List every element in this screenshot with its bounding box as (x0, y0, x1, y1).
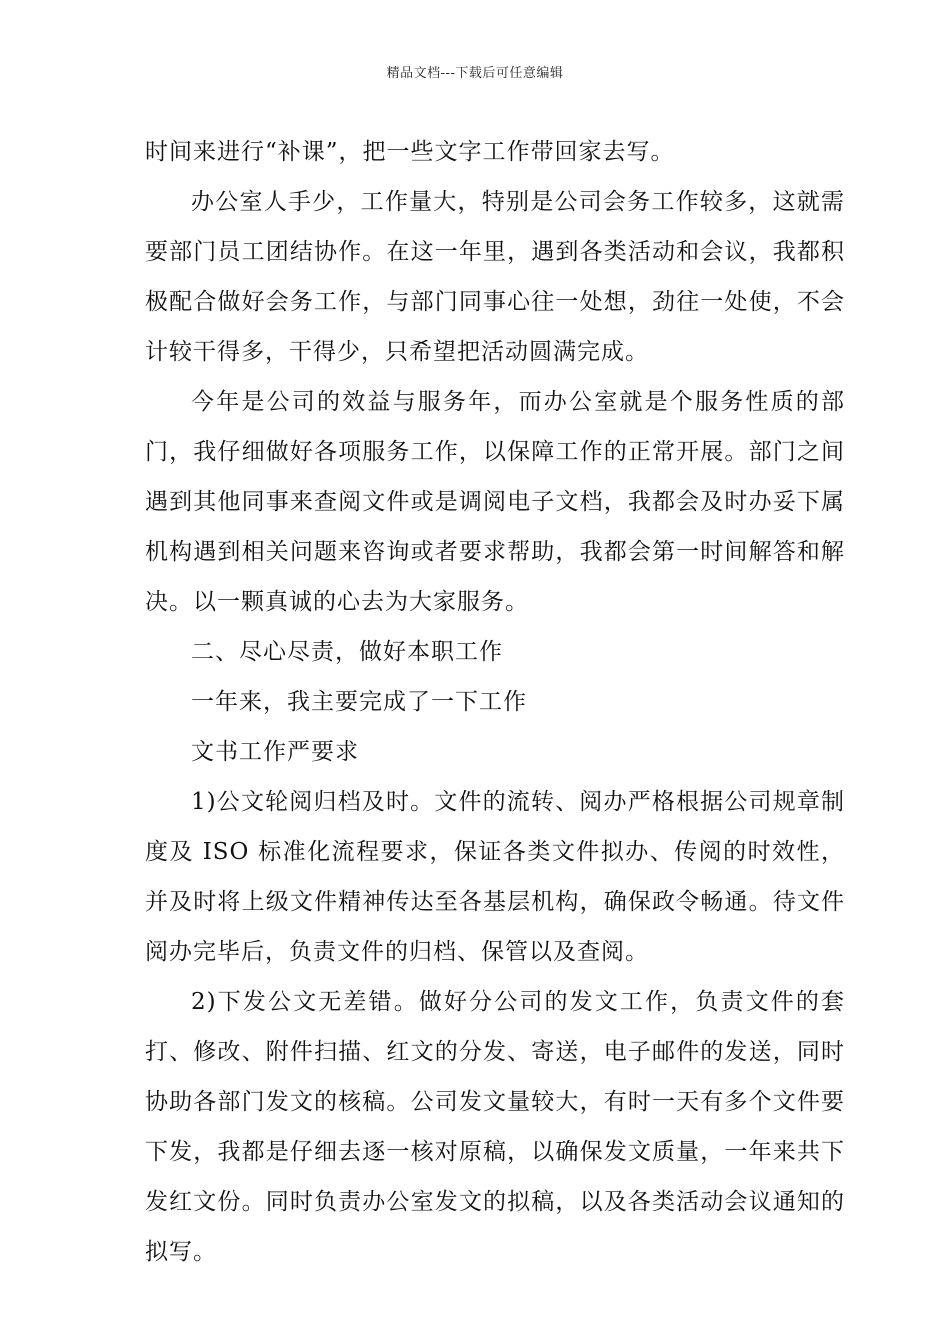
list-item: 1)公文轮阅归档及时。文件的流转、阅办严格根据公司规章制度及 ISO 标准化流程要求，保证各类文件拟办、传阅的时效性，并及时将上级文件精神传达至各基层机构，确保政令畅通。待文件阅办完毕后，负责文件的归档、保管以及查阅。 (145, 789, 845, 965)
subsection-heading: 文书工作严要求 (191, 739, 359, 765)
paragraph: 一年来，我主要完成了一下工作 (191, 689, 527, 715)
document-body (145, 127, 845, 1277)
section-heading: 二、尽心尽责，做好本职工作 (191, 639, 503, 665)
list-item: 2)下发公文无差错。做好分公司的发文工作，负责文件的套打、修改、附件扫描、红文的分发、寄送，电子邮件的发送，同时协助各部门发文的核稿。公司发文量较大，有时一天有多个文件要下发，我都是仔细去逐一核对原稿，以确保发文质量，一年来共下发红文份。同时负责办公室发文的拟稿，以及各类活动会议通知的拟写。 (145, 989, 845, 1265)
page-header: 精品文档---下载后可任意编辑 (386, 66, 564, 81)
paragraph: 今年是公司的效益与服务年，而办公室就是个服务性质的部门，我仔细做好各项服务工作，以保障工作的正常开展。部门之间遇到其他同事来查阅文件或是调阅电子文档，我都会及时办妥下属机构遇到相关问题来咨询或者要求帮助，我都会第一时间解答和解决。以一颗真诚的心去为大家服务。 (145, 389, 845, 615)
paragraph: 办公室人手少，工作量大，特别是公司会务工作较多，这就需要部门员工团结协作。在这一年里，遇到各类活动和会议，我都积极配合做好会务工作，与部门同事心往一处想，劲往一处使，不会计较干得多，干得少，只希望把活动圆满完成。 (145, 189, 845, 365)
paragraph: 时间来进行“补课”，把一些文字工作带回家去写。 (145, 139, 675, 165)
